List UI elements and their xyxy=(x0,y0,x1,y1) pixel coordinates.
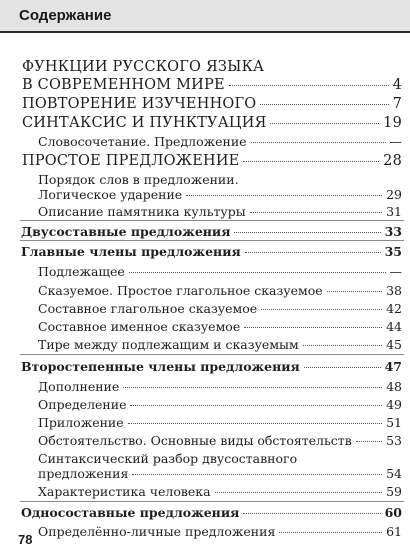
toc-entry-title: Логическое ударение xyxy=(38,187,183,202)
toc-entry-page: 38 xyxy=(386,283,402,298)
toc-entry-page: 7 xyxy=(392,96,402,112)
dot-leader xyxy=(123,387,382,388)
dot-leader xyxy=(243,161,379,162)
dot-leader xyxy=(234,232,380,233)
page-number: 78 xyxy=(18,532,33,546)
toc-entry-page: 31 xyxy=(386,204,402,219)
dot-leader xyxy=(270,123,379,124)
dot-leader xyxy=(128,423,382,424)
toc-entry-1[interactable] xyxy=(22,96,402,112)
toc-entry-title: ПОВТОРЕНИЕ ИЗУЧЕННОГО xyxy=(22,96,257,112)
toc-entry-title: предложения xyxy=(38,466,129,481)
toc-entry-0[interactable] xyxy=(22,77,402,93)
toc-entry-page: 45 xyxy=(386,337,402,352)
dot-leader xyxy=(215,492,383,493)
toc-entry-9[interactable] xyxy=(38,264,402,279)
toc-entry-title: В СОВРЕМЕННОМ МИРЕ xyxy=(22,77,225,93)
dot-leader xyxy=(132,474,382,475)
dot-leader xyxy=(279,532,382,533)
separator xyxy=(20,220,404,221)
separator xyxy=(20,354,404,355)
toc-entry-title: Описание памятника культуры xyxy=(38,204,246,219)
toc-entry-16[interactable] xyxy=(38,397,402,412)
toc-entry-title: Главные члены предложения xyxy=(21,244,241,259)
toc-entry-title: Приложение xyxy=(38,415,124,430)
separator xyxy=(20,240,404,241)
toc-entry-10[interactable] xyxy=(38,283,402,298)
toc-entry-21[interactable] xyxy=(21,505,402,520)
toc-entry-title: Второстепенные члены предложения xyxy=(21,359,300,374)
toc-entry-title: Определение xyxy=(38,397,127,412)
toc-entry-20[interactable] xyxy=(38,484,402,499)
toc-entry-title: Односоставные предложения xyxy=(21,505,240,520)
dot-leader xyxy=(261,309,382,310)
toc-entry-page: 44 xyxy=(386,319,402,334)
toc-entry-17[interactable] xyxy=(38,415,402,430)
toc-entry-page: — xyxy=(389,134,402,149)
toc-entry-page: 33 xyxy=(384,224,402,239)
dot-leader xyxy=(251,142,386,143)
dot-leader xyxy=(260,104,388,105)
toc-entry-8[interactable] xyxy=(21,244,402,259)
dot-leader xyxy=(245,252,381,253)
dot-leader xyxy=(229,85,389,86)
toc-entry-12[interactable] xyxy=(38,319,402,334)
toc-entry-page: 60 xyxy=(384,505,402,520)
dot-leader xyxy=(129,272,386,273)
dot-leader xyxy=(130,405,382,406)
toc-entry-page: 29 xyxy=(386,187,402,202)
toc-entry-title: Характеристика человека xyxy=(38,484,211,499)
toc-entry-page: — xyxy=(389,264,402,279)
toc-entry-title: Составное глагольное сказуемое xyxy=(38,301,258,316)
separator xyxy=(20,501,404,502)
page-title: Содержание xyxy=(19,7,112,24)
toc-entry-6[interactable] xyxy=(38,204,402,219)
toc-entry-page: 47 xyxy=(384,359,402,374)
toc-entry-title: Дополнение xyxy=(38,379,120,394)
dot-leader xyxy=(304,367,381,368)
toc-entry-4[interactable] xyxy=(22,153,402,169)
dot-leader xyxy=(327,291,382,292)
toc-entry-13[interactable] xyxy=(38,337,402,352)
toc-entry-title: Составное именное сказуемое xyxy=(38,319,241,334)
toc-entry-page: 59 xyxy=(386,484,402,499)
dot-leader xyxy=(356,441,382,442)
toc-entry-page: 49 xyxy=(386,397,402,412)
dot-leader xyxy=(186,195,382,196)
dot-leader xyxy=(243,513,380,514)
toc-entry-15[interactable] xyxy=(38,379,402,394)
toc-entry-title: Двусоставные предложения xyxy=(21,224,231,239)
toc-entry-0-line1: ФУНКЦИИ РУССКОГО ЯЗЫКА xyxy=(22,59,265,75)
toc-entry-14[interactable] xyxy=(21,359,402,374)
toc-entry-title: Обстоятельство. Основные виды обстоятельств xyxy=(38,433,352,448)
toc-entry-2[interactable] xyxy=(22,115,402,131)
toc-entry-19-line1: Синтаксический разбор двусоставного xyxy=(38,451,298,466)
toc-entry-title: Словосочетание. Предложение xyxy=(38,134,247,149)
toc-entry-5[interactable] xyxy=(38,187,402,202)
toc-entry-title: ПРОСТОЕ ПРЕДЛОЖЕНИЕ xyxy=(22,153,240,169)
toc-entry-page: 51 xyxy=(386,415,402,430)
dot-leader xyxy=(244,327,382,328)
toc-entry-page: 19 xyxy=(383,115,402,131)
header-rule xyxy=(0,31,410,33)
toc-entry-page: 28 xyxy=(383,153,402,169)
toc-entry-page: 61 xyxy=(386,524,402,539)
toc-entry-page: 42 xyxy=(386,301,402,316)
toc-entry-22[interactable] xyxy=(38,524,402,539)
toc-entry-title: Сказуемое. Простое глагольное сказуемое xyxy=(38,283,323,298)
dot-leader xyxy=(250,212,382,213)
dot-leader xyxy=(303,345,382,346)
toc-entry-11[interactable] xyxy=(38,301,402,316)
toc-entry-page: 54 xyxy=(386,466,402,481)
toc-entry-18[interactable] xyxy=(38,433,402,448)
toc-entry-title: Тире между подлежащим и сказуемым xyxy=(38,337,299,352)
toc-entry-title: Подлежащее xyxy=(38,264,125,279)
toc-entry-page: 35 xyxy=(384,244,402,259)
toc-entry-page: 4 xyxy=(392,77,402,93)
toc-entry-7[interactable] xyxy=(21,224,402,239)
toc-entry-page: 48 xyxy=(386,379,402,394)
toc-entry-title: СИНТАКСИС И ПУНКТУАЦИЯ xyxy=(22,115,267,131)
toc-entry-5-line1: Порядок слов в предложении. xyxy=(38,172,239,187)
toc-entry-page: 53 xyxy=(386,433,402,448)
toc-entry-3[interactable] xyxy=(38,134,402,149)
toc-entry-19[interactable] xyxy=(38,466,402,481)
toc-entry-title: Определённо-личные предложения xyxy=(38,524,276,539)
